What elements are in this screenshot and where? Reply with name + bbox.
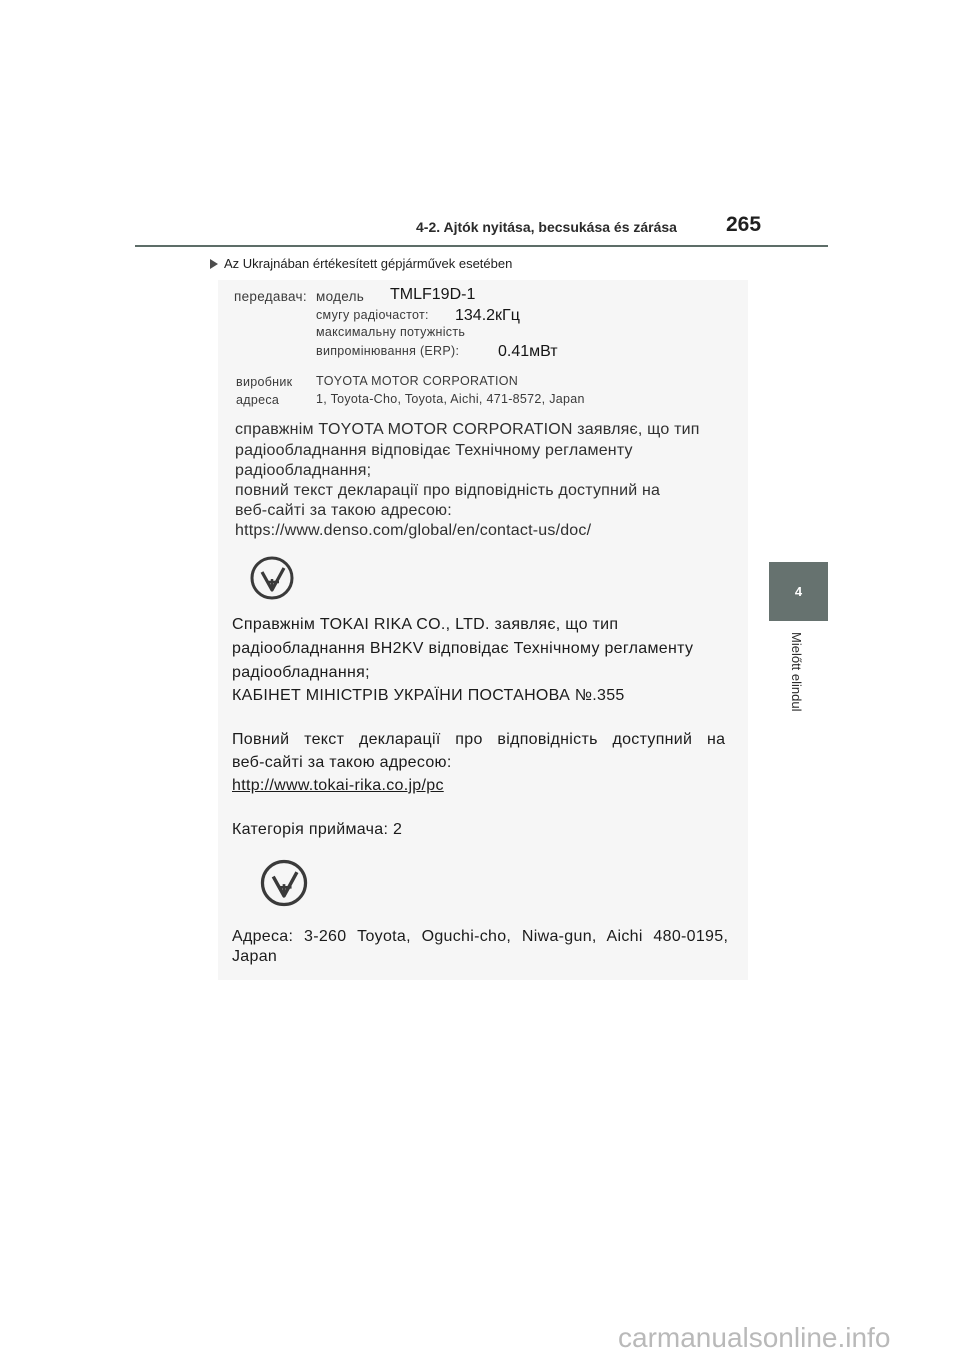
decl1-line: радіообладнання відповідає Технічному регламенту (235, 442, 633, 459)
receiver-category: Категорія приймача: 2 (232, 821, 403, 838)
triangle-bullet-icon (210, 259, 218, 269)
band-label: смугу радіочастот: (316, 308, 429, 322)
ukrainian-conformity-mark-icon (256, 855, 312, 911)
model-label: модель (316, 289, 365, 304)
section-heading-text: Az Ukrajnában értékesített gépjárművek esetében (224, 256, 513, 271)
decl2-line: радіообладнання; (232, 664, 370, 681)
transmitter-label: передавач: (234, 289, 307, 304)
decl2-line: Справжнім TOKAI RIKA CO., LTD. заявляє, що тип (232, 616, 619, 633)
decl1-line: веб-сайті за такою адресою: (235, 502, 452, 519)
chapter-number: 4 (794, 584, 803, 599)
decl1-line: повний текст декларації про відповідність доступний на (235, 482, 661, 499)
page-number: 265 (726, 213, 762, 236)
decl1-line: справжнім TOYOTA MOTOR CORPORATION заявляє, що тип (235, 421, 700, 438)
decl2-text-line: Повний текст декларації про відповідність доступний на (232, 731, 726, 748)
decl1-url: https://www.denso.com/global/en/contact-us/doc/ (235, 522, 592, 539)
decl2-text-line: веб-сайті за такою адресою: (232, 754, 452, 771)
decl2-line: КАБІНЕТ МІНІСТРІВ УКРАЇНИ ПОСТАНОВА №.355 (232, 687, 625, 704)
band-value: 134.2кГц (455, 307, 520, 324)
power-value: 0.41мВт (498, 343, 558, 360)
header-divider (135, 245, 828, 247)
tokai-rika-link[interactable]: http://www.tokai-rika.co.jp/pc (232, 777, 444, 794)
certification-scan (218, 280, 748, 980)
address-label: адреса (236, 393, 280, 407)
power-label-2: випромінювання (ERP): (316, 344, 460, 358)
maker-label: виробник (236, 375, 293, 389)
decl1-line: радіообладнання; (235, 462, 372, 479)
decl2-line: радіообладнання BH2KV відповідає Технічному регламенту (232, 640, 694, 657)
address-value: 1, Toyota-Cho, Toyota, Aichi, 471-8572, Japan (316, 392, 585, 406)
maker-value: TOYOTA MOTOR CORPORATION (316, 374, 519, 388)
ukrainian-conformity-mark-icon (246, 552, 298, 604)
section-title: 4-2. Ajtók nyitása, becsukása és zárása (416, 219, 677, 235)
power-label-1: максимальну потужність (316, 325, 466, 339)
model-value: TMLF19D-1 (390, 286, 476, 303)
address2-line: Japan (232, 948, 278, 965)
section-heading (210, 256, 512, 271)
address2-line: Адреса: 3-260 Toyota, Oguchi-cho, Niwa-gun, Aichi 480-0195, (232, 928, 729, 945)
watermark: carmanualsonline.info (618, 1322, 891, 1353)
chapter-label: Mielőtt elindul (789, 632, 804, 712)
chapter-tab (769, 562, 828, 621)
